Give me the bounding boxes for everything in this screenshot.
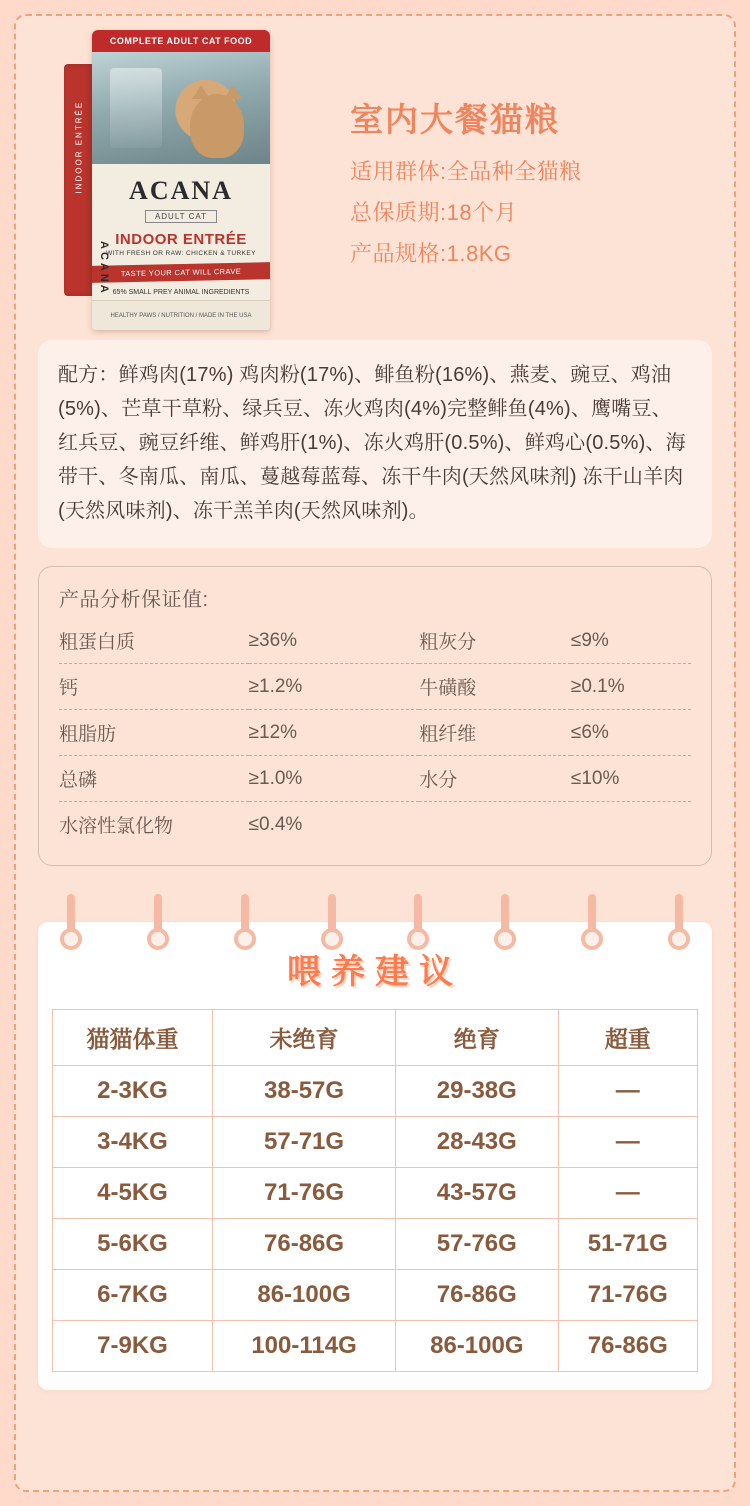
cell-overweight: 51-71G xyxy=(558,1219,697,1270)
table-row xyxy=(59,618,691,664)
binder-rings xyxy=(38,894,712,954)
table-row xyxy=(53,1270,698,1321)
cell-neutered: 76-86G xyxy=(396,1270,558,1321)
cell-weight: 4-5KG xyxy=(53,1168,213,1219)
cell-weight: 6-7KG xyxy=(53,1270,213,1321)
analysis-value: ≥1.2% xyxy=(249,664,420,710)
binder-ring-icon xyxy=(60,894,82,950)
analysis-key: 粗脂肪 xyxy=(59,710,249,756)
binder-ring-icon xyxy=(234,894,256,950)
cell-overweight: — xyxy=(558,1066,697,1117)
product-detail-page xyxy=(14,14,736,1492)
binder-ring-icon xyxy=(147,894,169,950)
spec-shelf-life: 总保质期:18个月 xyxy=(350,200,518,225)
column-header-unneutered: 未绝育 xyxy=(213,1010,396,1066)
package-side-text: INDOOR ENTRÉE xyxy=(74,100,84,194)
cell-weight: 7-9KG xyxy=(53,1321,213,1372)
package-stats: 65% SMALL PREY ANIMAL INGREDIENTS xyxy=(112,289,250,296)
analysis-box xyxy=(38,566,712,866)
feeding-card xyxy=(38,922,712,1390)
analysis-key xyxy=(419,802,571,848)
feeding-title: 喂养建议 xyxy=(287,953,463,991)
table-row xyxy=(59,802,691,848)
analysis-key: 牛磺酸 xyxy=(419,664,571,710)
analysis-value: ≥12% xyxy=(249,710,420,756)
formula-card xyxy=(38,340,712,548)
cell-unneutered: 100-114G xyxy=(213,1321,396,1372)
table-row xyxy=(53,1321,698,1372)
table-row xyxy=(53,1168,698,1219)
analysis-key: 粗纤维 xyxy=(419,710,571,756)
table-header-row xyxy=(53,1010,698,1066)
binder-ring-icon xyxy=(494,894,516,950)
package-tagline: TASTE YOUR CAT WILL CRAVE xyxy=(92,262,270,283)
analysis-value: ≤9% xyxy=(571,618,691,664)
hero-section xyxy=(16,16,734,336)
analysis-key: 粗蛋白质 xyxy=(59,618,249,664)
binder-ring-icon xyxy=(581,894,603,950)
spec-size: 产品规格:1.8KG xyxy=(350,241,512,266)
package-front xyxy=(92,30,270,330)
product-title: 室内大餐猫粮 xyxy=(350,101,560,138)
column-header-neutered: 绝育 xyxy=(396,1010,558,1066)
package-top-banner: COMPLETE ADULT CAT FOOD xyxy=(92,30,270,52)
analysis-key: 钙 xyxy=(59,664,249,710)
cell-overweight: 71-76G xyxy=(558,1270,697,1321)
table-row xyxy=(59,710,691,756)
table-row xyxy=(53,1117,698,1168)
table-row xyxy=(53,1219,698,1270)
product-package-image xyxy=(74,30,322,330)
cell-unneutered: 71-76G xyxy=(213,1168,396,1219)
cell-neutered: 57-76G xyxy=(396,1219,558,1270)
package-side-panel xyxy=(64,64,94,296)
package-variant-sub: WITH FRESH OR RAW: CHICKEN & TURKEY xyxy=(106,250,256,257)
cell-neutered: 29-38G xyxy=(396,1066,558,1117)
cell-weight: 3-4KG xyxy=(53,1117,213,1168)
cell-unneutered: 76-86G xyxy=(213,1219,396,1270)
cell-overweight: — xyxy=(558,1168,697,1219)
cat-illustration-icon xyxy=(190,94,244,158)
feeding-section xyxy=(38,894,712,1390)
cell-neutered: 28-43G xyxy=(396,1117,558,1168)
binder-ring-icon xyxy=(668,894,690,950)
cell-weight: 2-3KG xyxy=(53,1066,213,1117)
package-adult-tag: ADULT CAT xyxy=(145,210,217,223)
binder-ring-icon xyxy=(407,894,429,950)
analysis-value xyxy=(571,802,691,848)
cell-overweight: — xyxy=(558,1117,697,1168)
cell-unneutered: 86-100G xyxy=(213,1270,396,1321)
cell-neutered: 86-100G xyxy=(396,1321,558,1372)
spec-audience: 适用群体:全品种全猫粮 xyxy=(350,159,582,184)
analysis-key: 水分 xyxy=(419,756,571,802)
package-variant-name: INDOOR ENTRÉE xyxy=(115,231,247,248)
table-row xyxy=(59,756,691,802)
column-header-weight: 猫猫体重 xyxy=(53,1010,213,1066)
analysis-value: ≤0.4% xyxy=(248,813,303,835)
cell-unneutered: 38-57G xyxy=(213,1066,396,1117)
analysis-key: 水溶性氯化物 xyxy=(59,816,174,837)
feeding-table xyxy=(52,1009,698,1372)
cell-weight: 5-6KG xyxy=(53,1219,213,1270)
analysis-table xyxy=(59,618,691,847)
cell-neutered: 43-57G xyxy=(396,1168,558,1219)
table-row xyxy=(53,1066,698,1117)
analysis-key: 粗灰分 xyxy=(419,618,571,664)
analysis-key: 总磷 xyxy=(59,756,249,802)
package-brand: ACANA xyxy=(129,176,233,205)
column-header-overweight: 超重 xyxy=(558,1010,697,1066)
table-row xyxy=(59,664,691,710)
package-cat-photo xyxy=(92,52,270,164)
analysis-value: ≥1.0% xyxy=(249,756,420,802)
analysis-heading: 产品分析保证值: xyxy=(59,589,209,611)
analysis-value: ≥0.1% xyxy=(571,664,691,710)
analysis-value: ≥36% xyxy=(249,618,420,664)
package-bottom-text: HEALTHY PAWS / NUTRITION / MADE IN THE USA xyxy=(92,300,270,330)
analysis-value: ≤6% xyxy=(571,710,691,756)
product-info xyxy=(350,28,582,278)
formula-text: 配方：鲜鸡肉(17%) 鸡肉粉(17%)、鲱鱼粉(16%)、燕麦、豌豆、鸡油(5%)、芒草干草粉、绿兵豆、冻火鸡肉(4%)完整鲱鱼(4%)、鹰嘴豆、红兵豆、豌豆纤维、鲜鸡肝(1%)、冻火鸡肝(0.5%)、鲜鸡心(0.5%)、海带干、冬南瓜、南瓜、蔓越莓蓝莓、冻干牛肉(天然风味剂) 冻干山羊肉(天然风味剂)、冻干羔羊肉(天然风味剂)。 xyxy=(58,364,686,522)
package-vertical-brand: ACANA xyxy=(98,241,110,296)
analysis-value: ≤10% xyxy=(571,756,691,802)
cell-overweight: 76-86G xyxy=(558,1321,697,1372)
binder-ring-icon xyxy=(321,894,343,950)
cell-unneutered: 57-71G xyxy=(213,1117,396,1168)
